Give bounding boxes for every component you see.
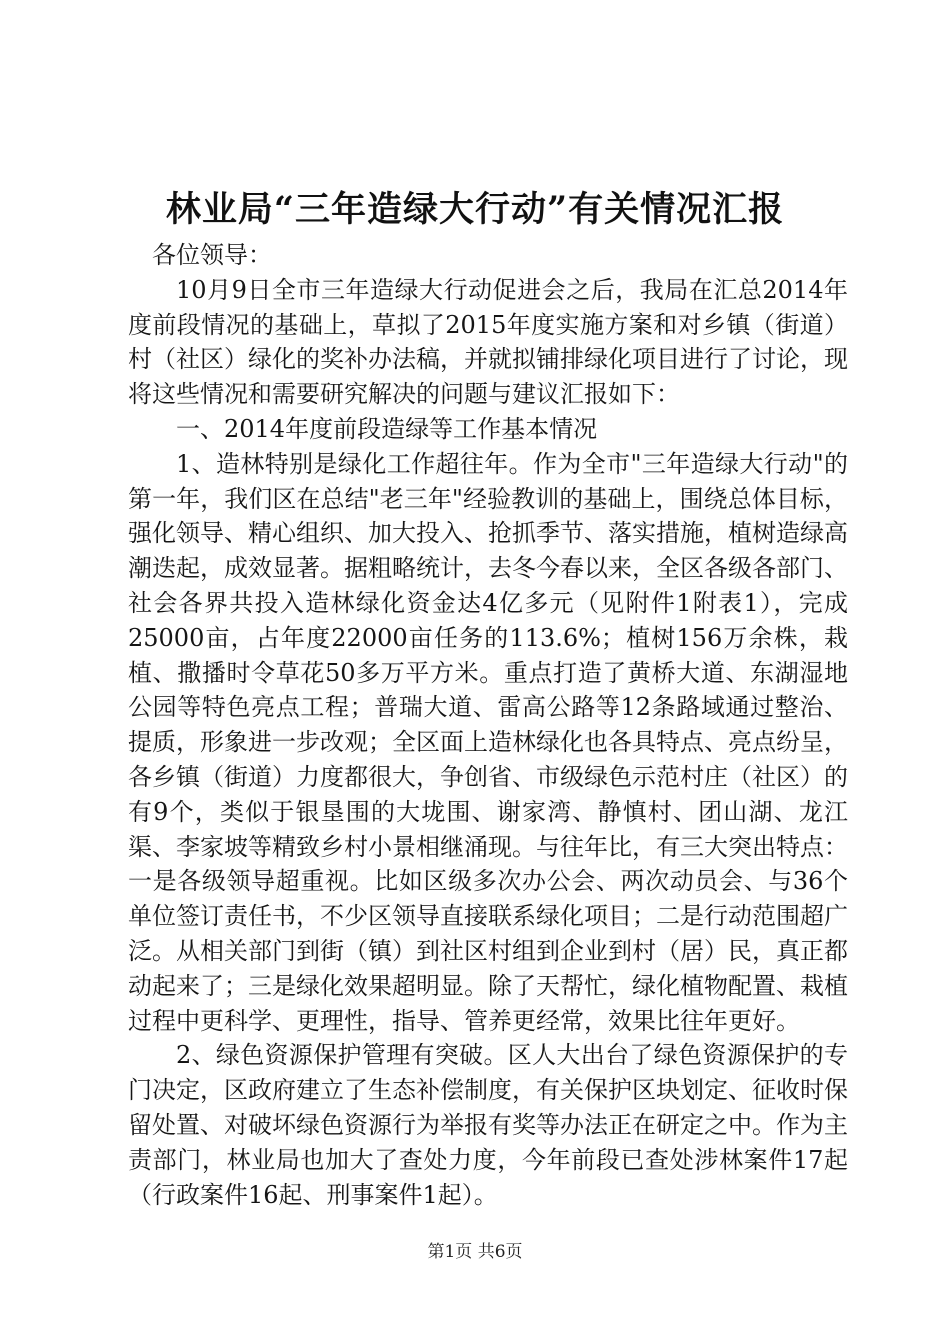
paragraph-afforestation: 1、造林特别是绿化工作超往年。作为全市"三年造绿大行动"的第一年，我们区在总结"老三年"经验教训的基础上，围绕总体目标，强化领导、精心组织、加大投入、抢抓季节、落实措施，植树造绿高潮迭起，成效显著。据粗略统计，去冬今春以来，全区各级各部门、社会各界共投入造林绿化资金达4亿多元（见附件1附表1），完成25000亩，占年度22000亩任务的113.6%；植树156万余株，栽植、撒播时令草花50多万平方米。重点打造了黄桥大道、东湖湿地公园等特色亮点工程；普瑞大道、雷高公路等12条路域通过整治、提质，形象进一步改观；全区面上造林绿化也各具特点、亮点纷呈，各乡镇（街道）力度都很大，争创省、市级绿色示范村庄（社区）的有9个，类似于银垦围的大垅围、谢家湾、静慎村、团山湖、龙江渠、李家坡等精致乡村小景相继涌现。与往年比，有三大突出特点：一是各级领导超重视。比如区级多次办公会、两次动员会、与36个单位签订责任书，不少区领导直接联系绿化项目；二是行动范围超广泛。从相关部门到街（镇）到社区村组到企业到村（居）民，真正都动起来了；三是绿化效果超明显。除了天帮忙，绿化植物配置、栽植过程中更科学、更理性，指导、管养更经常，效果比往年更好。 [128, 449, 848, 1035]
paragraph-resource-protection: 2、绿色资源保护管理有突破。区人大出台了绿色资源保护的专门决定，区政府建立了生态补偿制度，有关保护区块划定、征收时保留处置、对破坏绿色资源行为举报有奖等办法正在研定之中。作为主责部门，林业局也加大了查处力度，今年前段已查处涉林案件17起（行政案件16起、刑事案件1起）。 [128, 1041, 848, 1209]
paragraph-intro: 10月9日全市三年造绿大行动促进会之后，我局在汇总2014年度前段情况的基础上，草拟了2015年度实施方案和对乡镇（街道）村（社区）绿化的奖补办法稿，并就拟铺排绿化项目进行了讨论，现将这些情况和需要研究解决的问题与建议汇报如下： [128, 275, 848, 409]
page-number-footer: 第1页 共6页 [427, 1242, 523, 1262]
salutation: 各位领导： [152, 241, 272, 269]
section-heading-1: 一、2014年度前段造绿等工作基本情况 [176, 414, 598, 443]
document-title: 林业局“三年造绿大行动”有关情况汇报 [165, 189, 785, 230]
document-body [128, 238, 848, 1212]
